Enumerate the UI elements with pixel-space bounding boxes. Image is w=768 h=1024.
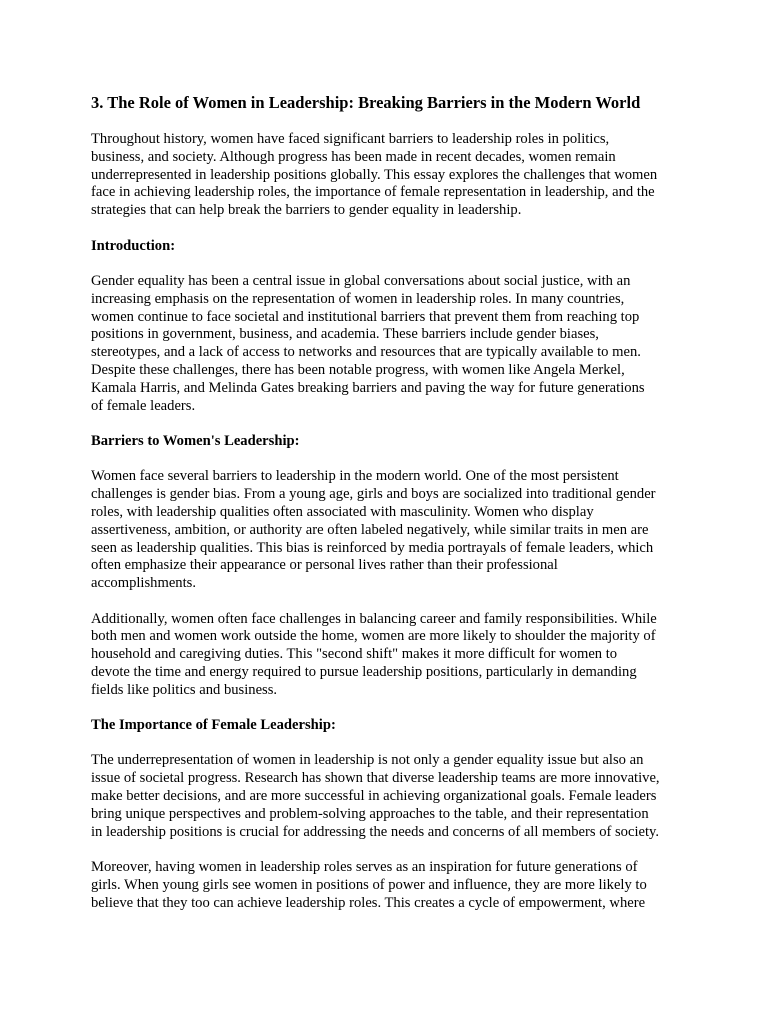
spacer	[91, 735, 683, 753]
section-heading-introduction: Introduction:	[91, 237, 176, 254]
text-line: accomplishments.	[91, 575, 196, 592]
spacer	[91, 415, 683, 433]
barriers-paragraph-2	[91, 611, 683, 700]
document-page	[91, 92, 683, 912]
importance-paragraph-1	[91, 752, 683, 841]
text-line: roles, with leadership qualities often associated with masculinity. Women who display	[91, 503, 594, 520]
spacer	[91, 593, 683, 611]
text-line: business, and society. Although progress has been made in recent decades, women remain	[91, 148, 616, 165]
text-line: Throughout history, women have faced significant barriers to leadership roles in politics,	[91, 131, 610, 147]
spacer	[91, 114, 683, 131]
text-line: both men and women work outside the home, women are more likely to shoulder the majority of	[91, 628, 656, 645]
spacer	[91, 841, 683, 859]
text-line: in leadership positions is crucial for addressing the needs and concerns of all members of society.	[91, 823, 660, 840]
introduction-paragraph	[91, 273, 683, 415]
text-line: increasing emphasis on the representation of women in leadership roles. In many countries,	[91, 290, 625, 307]
text-line: The underrepresentation of women in leadership is not only a gender equality issue but also an	[91, 752, 644, 769]
text-line: issue of societal progress. Research has shown that diverse leadership teams are more innovative,	[91, 770, 660, 787]
text-line: of female leaders.	[91, 397, 196, 414]
text-line: fields like politics and business.	[91, 681, 278, 698]
text-line: Women face several barriers to leadership in the modern world. One of the most persistent	[91, 468, 619, 485]
spacer	[91, 255, 683, 273]
section-heading-importance: The Importance of Female Leadership:	[91, 717, 336, 734]
text-line: assertiveness, ambition, or authority are often labeled negatively, while similar traits in men are	[91, 521, 649, 538]
text-line: positions in government, business, and academia. These barriers include gender biases,	[91, 326, 599, 343]
spacer	[91, 451, 683, 469]
text-line: make better decisions, and are more successful in achieving organizational goals. Female leaders	[91, 788, 657, 805]
text-line: Gender equality has been a central issue in global conversations about social justice, with an	[91, 272, 631, 289]
text-line: seen as leadership qualities. This bias is reinforced by media portrayals of female leaders, which	[91, 539, 654, 556]
text-line: often emphasize their appearance or personal lives rather than their professional	[91, 557, 558, 574]
text-line: women continue to face societal and institutional barriers that prevent them from reaching top	[91, 308, 640, 325]
section-heading-barriers: Barriers to Women's Leadership:	[91, 432, 300, 449]
text-line: Moreover, having women in leadership roles serves as an inspiration for future generations of	[91, 859, 638, 876]
text-line: devote the time and energy required to pursue leadership positions, particularly in demanding	[91, 663, 637, 680]
text-line: girls. When young girls see women in positions of power and influence, they are more likely to	[91, 876, 647, 893]
importance-paragraph-2	[91, 859, 683, 912]
text-line: Additionally, women often face challenges in balancing career and family responsibilities. While	[91, 610, 657, 627]
text-line: strategies that can help break the barriers to gender equality in leadership.	[91, 202, 522, 219]
spacer	[91, 220, 683, 238]
text-line: Kamala Harris, and Melinda Gates breaking barriers and paving the way for future generations	[91, 379, 645, 396]
text-line: bring unique perspectives and problem-solving approaches to the table, and their representation	[91, 805, 649, 822]
text-line: face in achieving leadership roles, the importance of female representation in leadership, and the	[91, 184, 655, 201]
text-line: believe that they too can achieve leadership roles. This creates a cycle of empowerment, where	[91, 894, 646, 911]
text-line: household and caregiving duties. This "second shift" makes it more difficult for women to	[91, 646, 618, 663]
document-title: 3. The Role of Women in Leadership: Breaking Barriers in the Modern World	[91, 93, 641, 112]
intro-paragraph	[91, 131, 683, 220]
text-line: challenges is gender bias. From a young age, girls and boys are socialized into traditional gender	[91, 486, 656, 503]
text-line: Despite these challenges, there has been notable progress, with women like Angela Merkel,	[91, 361, 625, 378]
text-line: stereotypes, and a lack of access to networks and resources that are typically available to men.	[91, 344, 641, 361]
text-line: underrepresented in leadership positions globally. This essay explores the challenges that women	[91, 166, 658, 183]
spacer	[91, 699, 683, 717]
barriers-paragraph-1	[91, 468, 683, 593]
